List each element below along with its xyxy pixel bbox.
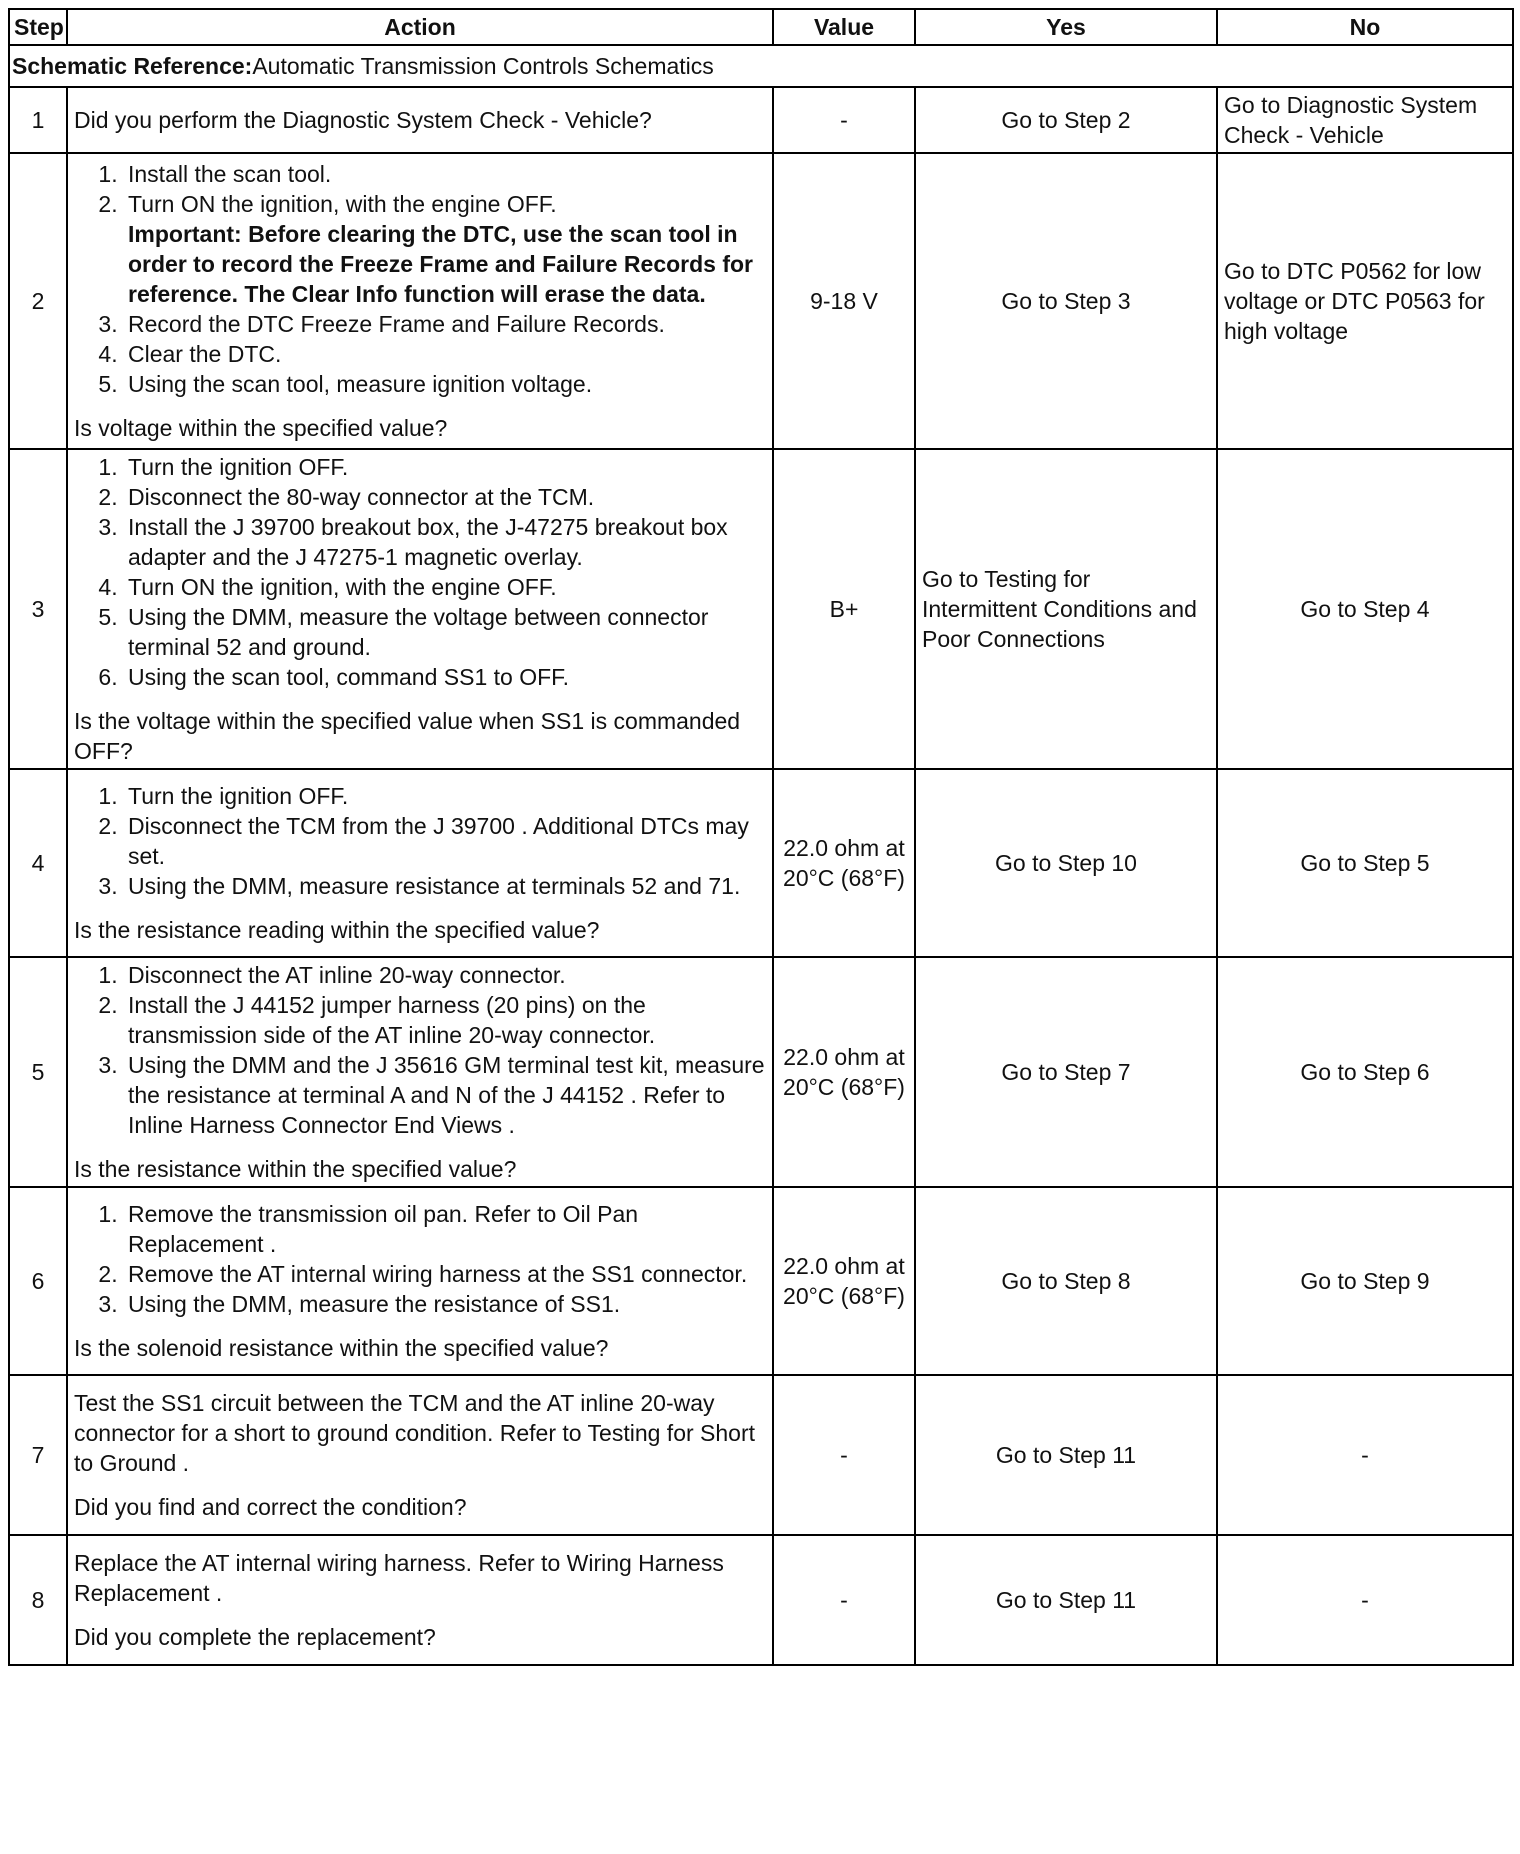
action-text: Replace the AT internal wiring harness. Refer to Wiring Harness Replacement . [74, 1550, 724, 1606]
value-cell: - [773, 1535, 915, 1665]
table-row [9, 153, 1513, 449]
step-number: 1 [9, 87, 67, 153]
action-question: Is the voltage within the specified value when SS1 is commanded OFF? [74, 708, 741, 764]
action-cell [67, 449, 773, 769]
step-number: 2 [9, 153, 67, 449]
action-step: 1. Remove the transmission oil pan. Refer to Oil Pan Replacement . [124, 1199, 766, 1259]
action-cell [67, 1535, 773, 1665]
table-row [9, 1187, 1513, 1375]
action-steps [74, 1199, 766, 1319]
schematic-reference-label: Schematic Reference: [12, 53, 253, 79]
no-cell: - [1217, 1535, 1513, 1665]
step-number: 7 [9, 1375, 67, 1535]
value-cell: 9-18 V [773, 153, 915, 449]
table-row [9, 957, 1513, 1187]
action-cell [67, 87, 773, 153]
table-row [9, 1535, 1513, 1665]
action-step: 1. Install the scan tool. [124, 159, 766, 189]
header-row [9, 9, 1513, 45]
action-step: 5. Using the scan tool, measure ignition voltage. [124, 369, 766, 399]
action-text: Did you perform the Diagnostic System Check - Vehicle? [74, 107, 652, 133]
step-number: 8 [9, 1535, 67, 1665]
step-number: 3 [9, 449, 67, 769]
action-step [124, 189, 766, 309]
action-step: 5. Using the DMM, measure the voltage between connector terminal 52 and ground. [124, 602, 766, 662]
header-action: Action [67, 9, 773, 45]
action-step: 2. Install the J 44152 jumper harness (20 pins) on the transmission side of the AT inline 20-way connector. [124, 990, 766, 1050]
no-cell[interactable]: Go to Step 9 [1217, 1187, 1513, 1375]
no-cell[interactable]: Go to Step 5 [1217, 769, 1513, 957]
table-row [9, 449, 1513, 769]
action-step: 4. Clear the DTC. [124, 339, 766, 369]
step-number: 4 [9, 769, 67, 957]
action-step: 1. Turn the ignition OFF. [124, 452, 766, 482]
value-cell: - [773, 1375, 915, 1535]
action-question: Is the solenoid resistance within the specified value? [74, 1335, 609, 1361]
value-cell: 22.0 ohm at 20°C (68°F) [773, 1187, 915, 1375]
value-cell: 22.0 ohm at 20°C (68°F) [773, 769, 915, 957]
no-cell[interactable]: Go to DTC P0562 for low voltage or DTC P0563 for high voltage [1217, 153, 1513, 449]
action-question: Is voltage within the specified value? [74, 415, 448, 441]
action-steps [74, 452, 766, 692]
yes-cell[interactable]: Go to Step 2 [915, 87, 1217, 153]
table-row [9, 87, 1513, 153]
header-yes: Yes [915, 9, 1217, 45]
header-value: Value [773, 9, 915, 45]
action-step: 1. Disconnect the AT inline 20-way connector. [124, 960, 766, 990]
action-question: Did you find and correct the condition? [74, 1494, 467, 1520]
action-cell [67, 957, 773, 1187]
action-question: Is the resistance within the specified value? [74, 1156, 517, 1182]
action-step: 3. Using the DMM, measure the resistance of SS1. [124, 1289, 766, 1319]
yes-cell[interactable]: Go to Step 8 [915, 1187, 1217, 1375]
action-text: Test the SS1 circuit between the TCM and the AT inline 20-way connector for a short to ground condition. Refer to Testing for Short to Ground . [74, 1390, 756, 1476]
schematic-reference [9, 45, 1513, 87]
action-steps [74, 960, 766, 1140]
no-cell[interactable]: Go to Diagnostic System Check - Vehicle [1217, 87, 1513, 153]
action-step: 3. Using the DMM, measure resistance at terminals 52 and 71. [124, 871, 766, 901]
action-cell [67, 1187, 773, 1375]
no-cell[interactable]: Go to Step 4 [1217, 449, 1513, 769]
schematic-reference-row [9, 45, 1513, 87]
yes-cell[interactable]: Go to Step 7 [915, 957, 1217, 1187]
no-cell[interactable]: Go to Step 6 [1217, 957, 1513, 1187]
value-cell: 22.0 ohm at 20°C (68°F) [773, 957, 915, 1187]
yes-cell[interactable]: Go to Step 11 [915, 1375, 1217, 1535]
action-step: 2. Disconnect the TCM from the J 39700 . Additional DTCs may set. [124, 811, 766, 871]
action-cell [67, 153, 773, 449]
value-cell: - [773, 87, 915, 153]
table-row [9, 1375, 1513, 1535]
action-cell [67, 769, 773, 957]
action-step: 3. Record the DTC Freeze Frame and Failure Records. [124, 309, 766, 339]
yes-cell[interactable]: Go to Step 3 [915, 153, 1217, 449]
action-step: 3. Install the J 39700 breakout box, the J-47275 breakout box adapter and the J 47275-1 magnetic overlay. [124, 512, 766, 572]
action-steps [74, 159, 766, 399]
step-number: 6 [9, 1187, 67, 1375]
action-step: 6. Using the scan tool, command SS1 to OFF. [124, 662, 766, 692]
table-row [9, 769, 1513, 957]
important-note: Important: Before clearing the DTC, use the scan tool in order to record the Freeze Frame and Failure Records for reference. The Clear Info function will erase the data. [128, 221, 753, 307]
header-no: No [1217, 9, 1513, 45]
action-step-text: Turn ON the ignition, with the engine OFF. [128, 191, 557, 217]
action-steps [74, 781, 766, 901]
no-cell: - [1217, 1375, 1513, 1535]
action-question: Did you complete the replacement? [74, 1624, 436, 1650]
action-step: 4. Turn ON the ignition, with the engine OFF. [124, 572, 766, 602]
action-question: Is the resistance reading within the specified value? [74, 917, 600, 943]
yes-cell[interactable]: Go to Testing for Intermittent Conditions and Poor Connections [915, 449, 1217, 769]
yes-cell[interactable]: Go to Step 11 [915, 1535, 1217, 1665]
action-cell [67, 1375, 773, 1535]
action-step: 2. Remove the AT internal wiring harness at the SS1 connector. [124, 1259, 766, 1289]
yes-cell[interactable]: Go to Step 10 [915, 769, 1217, 957]
step-number: 5 [9, 957, 67, 1187]
action-step: 2. Disconnect the 80-way connector at the TCM. [124, 482, 766, 512]
schematic-reference-link[interactable]: Automatic Transmission Controls Schematics [252, 53, 714, 79]
action-step: 1. Turn the ignition OFF. [124, 781, 766, 811]
action-step: 3. Using the DMM and the J 35616 GM terminal test kit, measure the resistance at terminal A and N of the J 44152 . Refer to Inline Harness Connector End Views . [124, 1050, 766, 1140]
header-step: Step [9, 9, 67, 45]
value-cell: B+ [773, 449, 915, 769]
diagnostic-table [8, 8, 1514, 1666]
